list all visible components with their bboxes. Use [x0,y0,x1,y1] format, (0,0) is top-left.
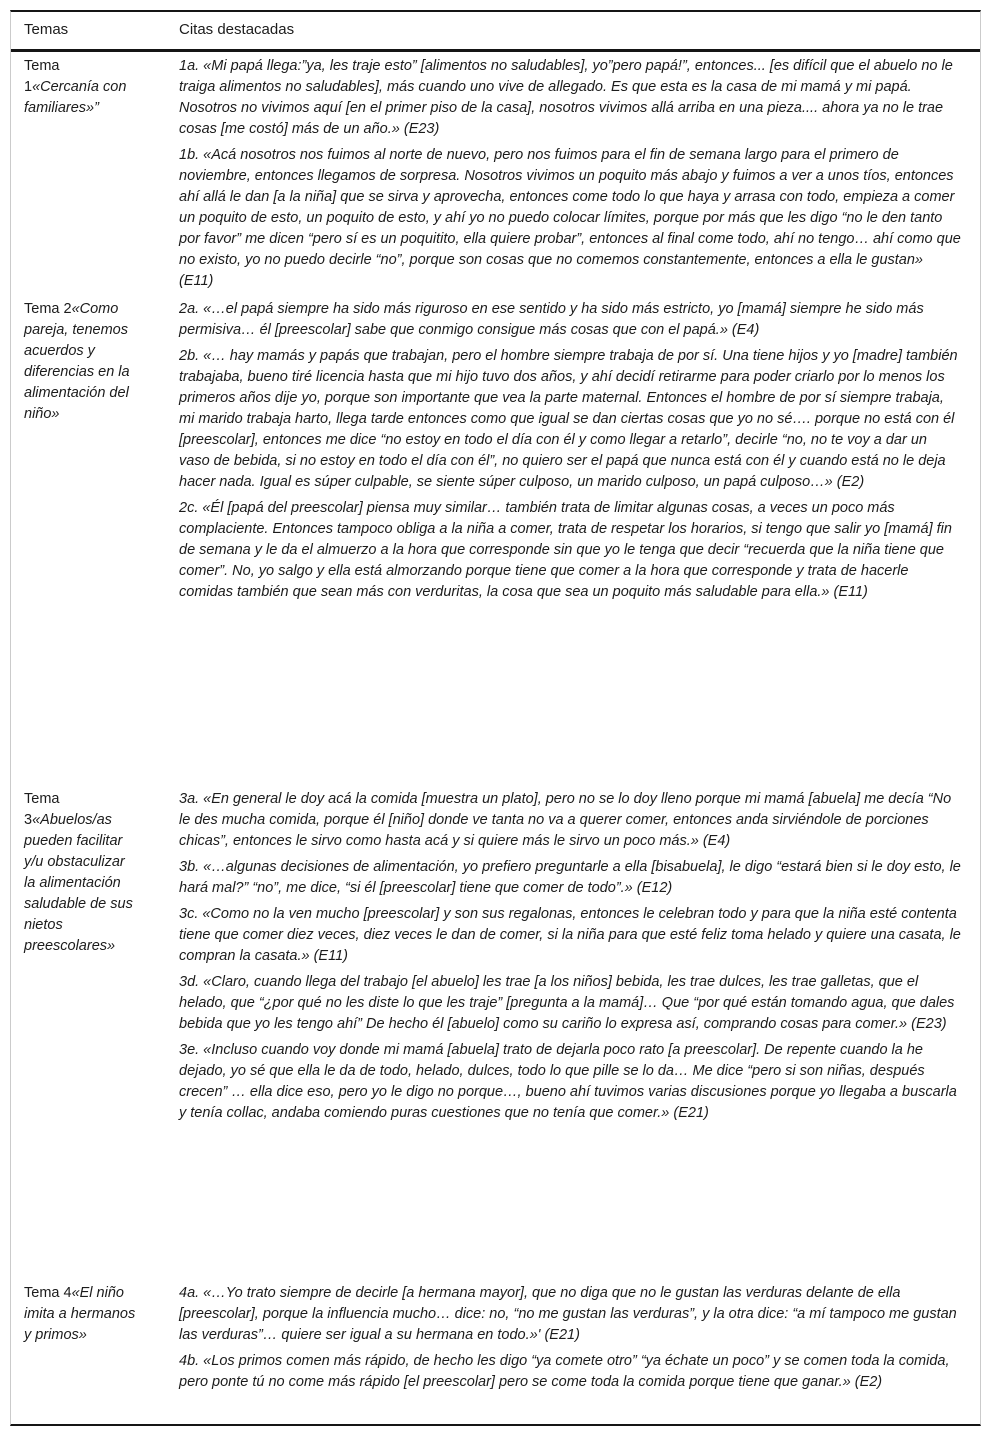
themes-quotes-table [10,10,981,1426]
quote-3d: 3d. «Claro, cuando llega del trabajo [el abuelo] les trae [a los niños] bebida, les trae dulces, les trae galletas, que el helado, que “¿por qué no les diste lo que les traje” [pregunta a la mamá]… Que “por qué están tomando agua, que dales bebida que yo les tengo ahí” De hecho él [abuelo] como su cariño lo expresa así, comprando cosas para comer.» (E23) [179,974,955,1032]
quote-4b: 4b. «Los primos comen más rápido, de hecho les digo “ya comete otro” “ya échate un poco” y se comen toda la comida, pero ponte tú no come más rápido [el preescolar] pero se come toda la comida porque tiene que ganar.» (E2) [179,1353,950,1390]
tema-1-quotes-cell [179,56,961,292]
tema-4-quotes-cell [179,1283,961,1421]
tema-1-title: «Cercanía con familiares»” [24,79,127,116]
tema-3-quotes-cell [179,789,961,1276]
quote-1a: 1a. «Mi papá llega:”ya, les traje esto” [alimentos no saludables], yo”pero papá!”, entonces... [es difícil que el abuelo no le traiga alimentos no saludables], más cuando uno vive de allegado. Es que esta es la casa de mi mamá y mi papá. Nosotros no vivimos aquí [en el primer piso de la casa], nosotros vivimos allá arriba en una pieza.... ahora ya no le trae cosas [me costó] más de un año.» (E23) [179,58,953,137]
quote-2c: 2c. «Él [papá del preescolar] piensa muy similar… también trata de limitar algunas cosas, a veces un poco más complaciente. Entonces tampoco obliga a la niña a comer, trata de respetar los horarios, si tengo que salir yo [mamá] fin de semana y le da el almuerzo a la hora que corresponde sin que yo le tenga que decir “recuerda que la niña tiene que comer”. No, yo salgo y ella está almorzando porque tiene que comer a la hora que corresponde y trata de hacerle comidas también que sean más con verduritas, la cosa que sea un poquito más saludable para ella.» (E11) [179,500,952,600]
quote-2b: 2b. «… hay mamás y papás que trabajan, pero el hombre siempre trabaja de por sí. Una tiene hijos y yo [madre] también trabajaba, bueno tiré licencia hasta que mi hijo tuvo dos años, y ahí decidí retirarme para poder criarlo por lo menos los primeros años dije yo, porque son importante que vea la parte maternal. Entonces el hombre de por sí siempre trabaja, mi marido trabaja harto, llega tarde entonces como que igual se dan ciertas cosas que yo no sé…. porque no está con él [preescolar], entonces me dice “no estoy en todo el día con él y como llegar a retarlo”, decirle “no, no te voy a dar un vaso de bebida, si no estoy en todo el día con él”, no quiero ser el papá que nunca está con él y cuando está no le deja hacer nada. Igual es súper culpable, se siente súper culposo, un marido culposo, un papá culposo…» (E2) [179,348,958,490]
quote-3a: 3a. «En general le doy acá la comida [muestra un plato], pero no se lo doy lleno porque mi mamá [abuela] me decía “No le des mucha comida, porque él [niño] donde ve tanta no va a querer comer, entonces anda sirviéndole de porciones chicas”, entonces le sirvo como hasta acá y si quiere más le sirvo un poco más.» (E4) [179,791,952,849]
quote-3b: 3b. «…algunas decisiones de alimentación, yo prefiero preguntarle a ella [bisabuela], le digo “estará bien si le doy esto, le hará mal?” “no”, me dice, “si él [preescolar] tiene que comer de todo”.» (E12) [179,859,961,896]
quote-1b: 1b. «Acá nosotros nos fuimos al norte de nuevo, pero nos fuimos para el fin de semana largo para el primero de noviembre, entonces llegamos de sorpresa. Nosotros vivimos un poquito más abajo y fuimos a ver a unos tíos, entonces ahí allá le dan [a la niña] que se sirva y aprovecha, entonces come todo lo que haya y arrasa con todo, empieza a comer un poquito de esto, un poquito de esto, y ahí yo no puedo colocar límites, porque por más que les digo “no le den tanto por favor” me dicen “pero sí es un poquitito, ella quiere probar”, entonces al final come todo, ahí no tengo… ahí como que no existo, yo no puedo decirle “no”, porque son cosas que no comemos constantemente, entonces a ella le gustan» (E11) [179,147,961,289]
tema-2-label: Tema 2 [24,301,72,317]
tema-4-cell [24,1283,136,1421]
tema-3-title: «Abuelos/as pueden facilitar y/u obstaculizar la alimentación saludable de sus nietos preescolares» [24,812,133,954]
table-row-tema-1 [11,52,980,295]
tema-4-label: Tema 4 [24,1285,72,1301]
header-temas: Temas [24,21,69,38]
table-row-tema-2 [11,295,980,785]
tema-2-cell [24,299,136,782]
tema-3-label: Tema 3 [24,791,60,828]
quote-2a: 2a. «…el papá siempre ha sido más riguroso en ese sentido y ha sido más estricto, yo [mamá] siempre he sido más permisiva… él [preescolar] sabe que conmigo consigue más cosas que con el papá.» (E4) [179,301,924,338]
tema-2-quotes-cell [179,299,961,782]
tema-1-label: Tema 1 [24,58,60,95]
tema-4-title: «El niño imita a hermanos y primos» [24,1285,136,1343]
tema-3-cell [24,789,136,1276]
tema-2-title: «Como pareja, tenemos acuerdos y diferencias en la alimentación del niño» [24,301,130,422]
table-header-row [11,12,980,52]
quote-4a: 4a. «…Yo trato siempre de decirle [a hermana mayor], que no diga que no le gustan las verduras delante de ella [preescolar], porque la influencia mucho… dice: no, “no me gustan las verduras”, y la otra dice: “a mí tampoco me gustan las verduras”… quiere ser igual a su hermana en todo.»' (E21) [179,1285,957,1343]
table-row-tema-3 [11,785,980,1279]
quote-3e: 3e. «Incluso cuando voy donde mi mamá [abuela] trato de dejarla poco rato [a preescolar]. De repente cuando la he dejado, yo sé que ella le da de todo, helado, dulces, todo lo que pille se lo da… Me dice “pero si son niñas, después crecen” … ella dice eso, pero yo le digo no porque…, bueno ahí tuvimos varias discusiones porque yo llegaba a buscarla y tenía collac, andaba comiendo puras cuestiones que no tenía que comer.» (E21) [179,1042,957,1121]
header-citas: Citas destacadas [179,21,295,38]
quote-3c: 3c. «Como no la ven mucho [preescolar] y son sus regalonas, entonces le celebran todo y para que la niña esté contenta tiene que comer diez veces, diez veces le dan de comer, si la niña para que esté feliz toma helado y quiere una casata, le compran la casata.» (E11) [179,906,961,964]
table-row-tema-4 [11,1279,980,1424]
tema-1-cell [24,56,136,292]
